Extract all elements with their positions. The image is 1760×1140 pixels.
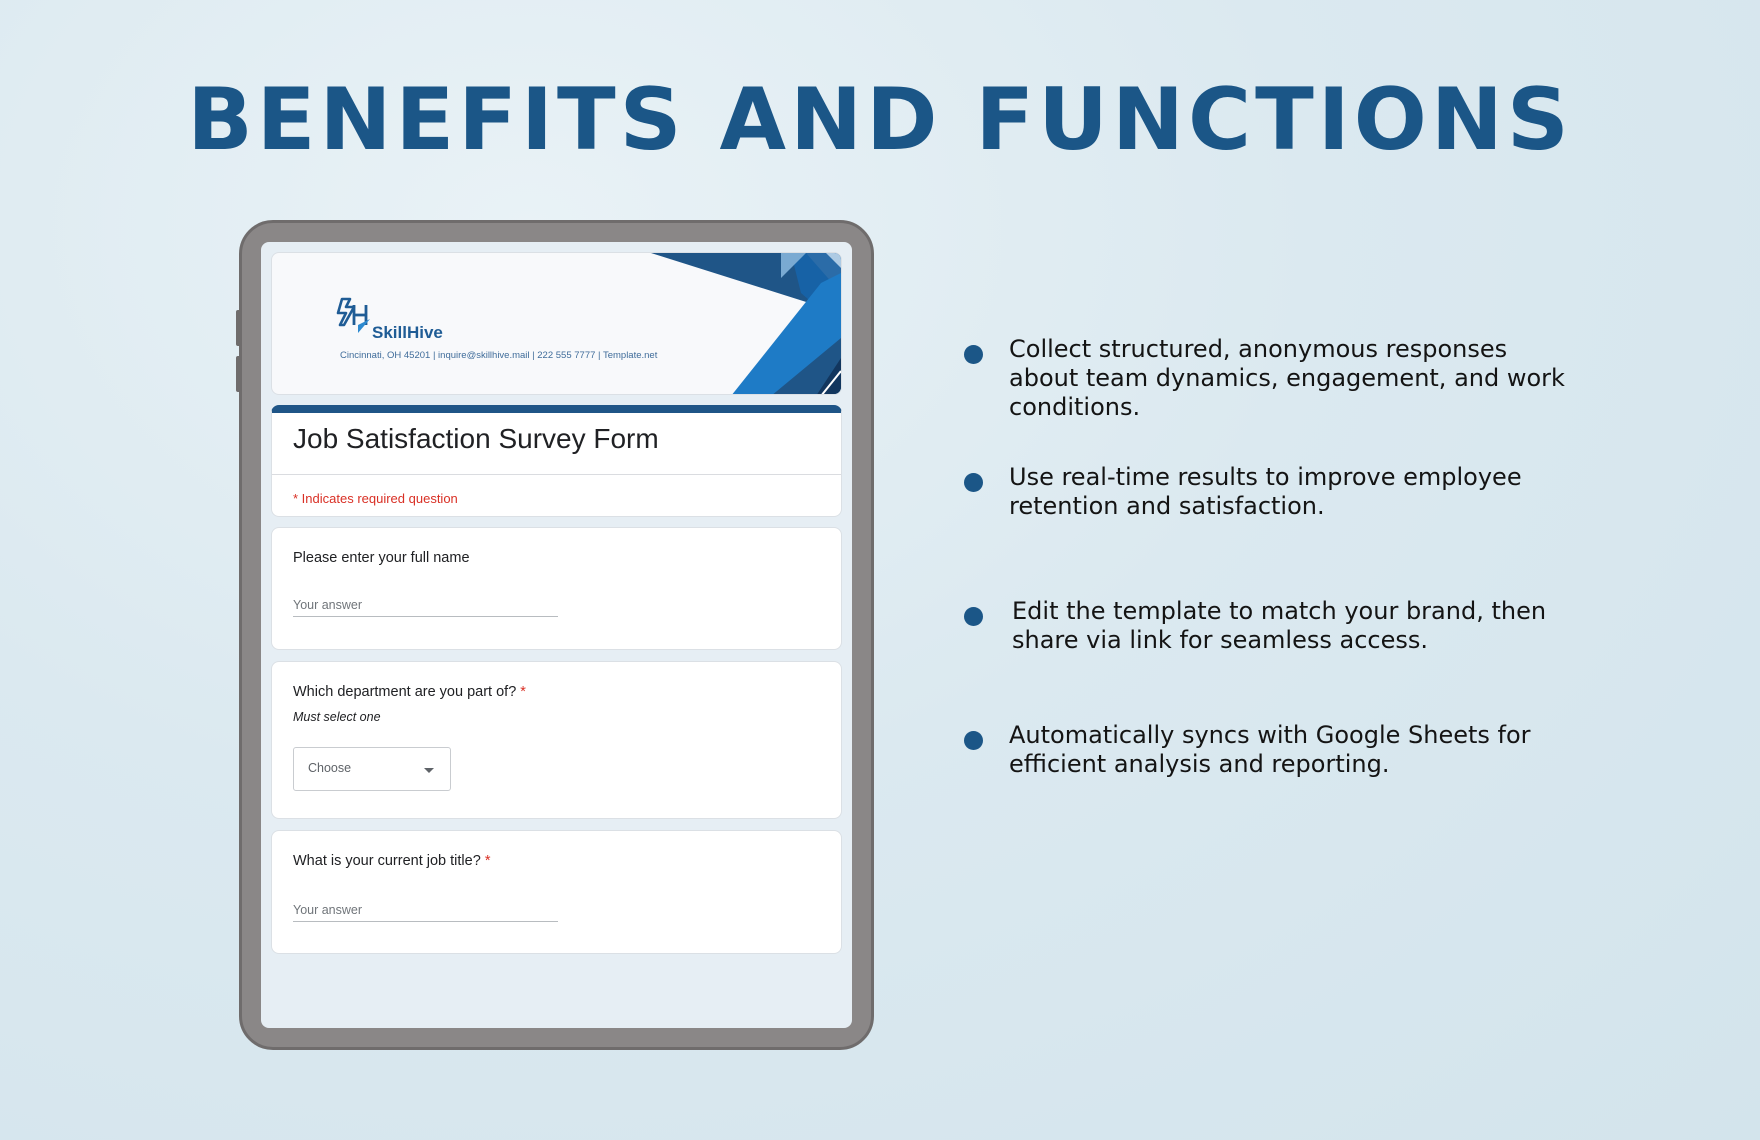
benefit-text: Edit the template to match your brand, then share via link for seamless access. [1012, 597, 1547, 654]
department-select[interactable] [293, 747, 451, 791]
tablet-side-button [236, 356, 241, 392]
banner-decoration [631, 253, 841, 395]
bullet-dot-icon [964, 345, 983, 364]
question-hint: Must select one [293, 710, 381, 724]
question-card-full-name [271, 527, 842, 650]
full-name-input[interactable] [293, 598, 558, 617]
required-asterisk: * [484, 853, 491, 869]
question-label: Which department are you part of? * [293, 684, 526, 700]
required-asterisk: * [520, 684, 526, 700]
benefit-text: Collect structured, anonymous responses about team dynamics, engagement, and work conditions. [1009, 335, 1565, 421]
bullet-dot-icon [964, 473, 983, 492]
bullet-dot-icon [964, 607, 983, 626]
question-card-department [271, 661, 842, 819]
question-card-job-title [271, 830, 842, 954]
tablet-side-button [236, 310, 241, 346]
brand-name: SkillHive [372, 323, 443, 342]
required-note: * Indicates required question [293, 491, 458, 506]
job-title-input[interactable] [293, 903, 558, 922]
page-title: BENEFITS AND FUNCTIONS [187, 70, 1573, 170]
form-title-card [271, 405, 842, 517]
caret-down-icon [424, 768, 434, 773]
tablet-frame [239, 220, 874, 1050]
benefit-text: Automatically syncs with Google Sheets for efficient analysis and reporting. [1009, 721, 1531, 778]
question-label: What is your current job title? * [293, 853, 491, 869]
tablet-screen [261, 242, 852, 1028]
question-label: Please enter your full name [293, 550, 470, 566]
skillhive-logo-icon [336, 295, 376, 337]
select-value: Choose [308, 761, 352, 775]
form-header-banner [271, 252, 842, 395]
brand-contact-line: Cincinnati, OH 45201 | inquire@skillhive.mail | 222 555 7777 | Template.net [340, 350, 658, 361]
divider [272, 474, 841, 475]
form-title: Job Satisfaction Survey Form [293, 423, 659, 454]
benefit-text: Use real-time results to improve employee retention and satisfaction. [1009, 463, 1522, 520]
bullet-dot-icon [964, 731, 983, 750]
